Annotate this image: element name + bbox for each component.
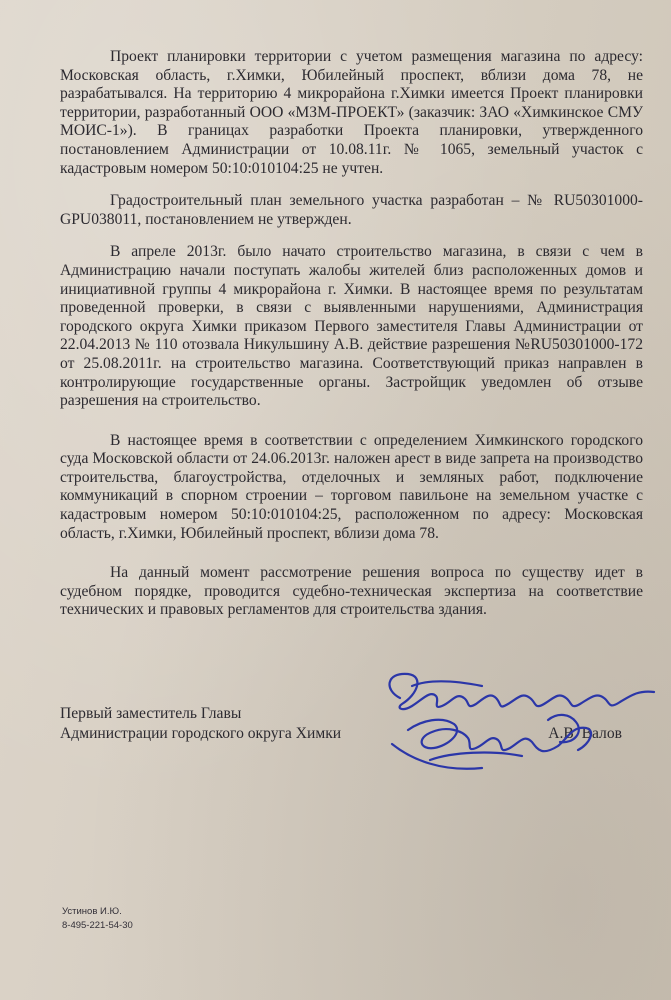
signatory-name: А.В. Валов xyxy=(548,725,622,742)
paragraph-urban-plan: Градостроительный план земельного участка разработан – № RU50301000-GPU038011, постановлением не утвержден. xyxy=(60,192,643,228)
handwritten-signature xyxy=(372,660,662,780)
executor-footer xyxy=(62,905,133,933)
executor-name: Устинов И.Ю. xyxy=(62,906,122,917)
executor-phone: 8-495-221-54-30 xyxy=(62,920,133,931)
signatory-position-line2: Администрации городского округа Химки xyxy=(60,725,342,742)
paragraph-construction-start: В апреле 2013г. было начато строительство магазина, в связи с чем в Администрацию начали поступать жалобы жителей близ расположенных домов и инициативной группы 4 микрорайона г. Химки. В настоящее время по результатам проведенной проверки, в связи с выявленными нарушениями, Администрация городского округа Химки приказом Первого заместителя Главы Администрации от 22.04.2013 № 110 отозвала Никульшину А.В. действие разрешения №RU50301000-172 от 25.08.2011г. на строительство магазина. Соответствующий приказ направлен в контролирующие государственные органы. Застройщик уведомлен об отзыве разрешения на строительство. xyxy=(60,243,643,410)
paragraph-planning-project: Проект планировки территории с учетом размещения магазина по адресу: Московская область, г.Химки, Юбилейный проспект, вблизи дома 78, не разрабатывался. На территорию 4 микрорайона г.Химки имеется Проект планировки территории, разработанный ООО «МЗМ-ПРОЕКТ» (заказчик: ЗАО «Химкинское СМУ МОИС-1»). В границах разработки Проекта планировки, утвержденного постановлением Администрации от 10.08.11г. № 1065, земельный участок с кадастровым номером 50:10:010104:25 не учтен. xyxy=(60,48,643,177)
letter-body xyxy=(60,48,643,634)
signatory-position-line1: Первый заместитель Главы xyxy=(60,705,242,722)
paragraph-court-arrest: В настоящее время в соответствии с определением Химкинского городского суда Московской области от 24.06.2013г. наложен арест в виде запрета на производство строительства, благоустройства, отделочных и земляных работ, подключение коммуникаций в спорном строении – торговом павильоне на земельном участке с кадастровым номером 50:10:010104:25, расположенном по адресу: Московская область, г.Химки, Юбилейный проспект, вблизи дома 78. xyxy=(60,431,643,542)
paragraph-current-status: На данный момент рассмотрение решения вопроса по существу идет в судебном порядке, проводится судебно-техническая экспертиза на соответствие технических и правовых регламентов для строительства здания. xyxy=(60,564,643,619)
